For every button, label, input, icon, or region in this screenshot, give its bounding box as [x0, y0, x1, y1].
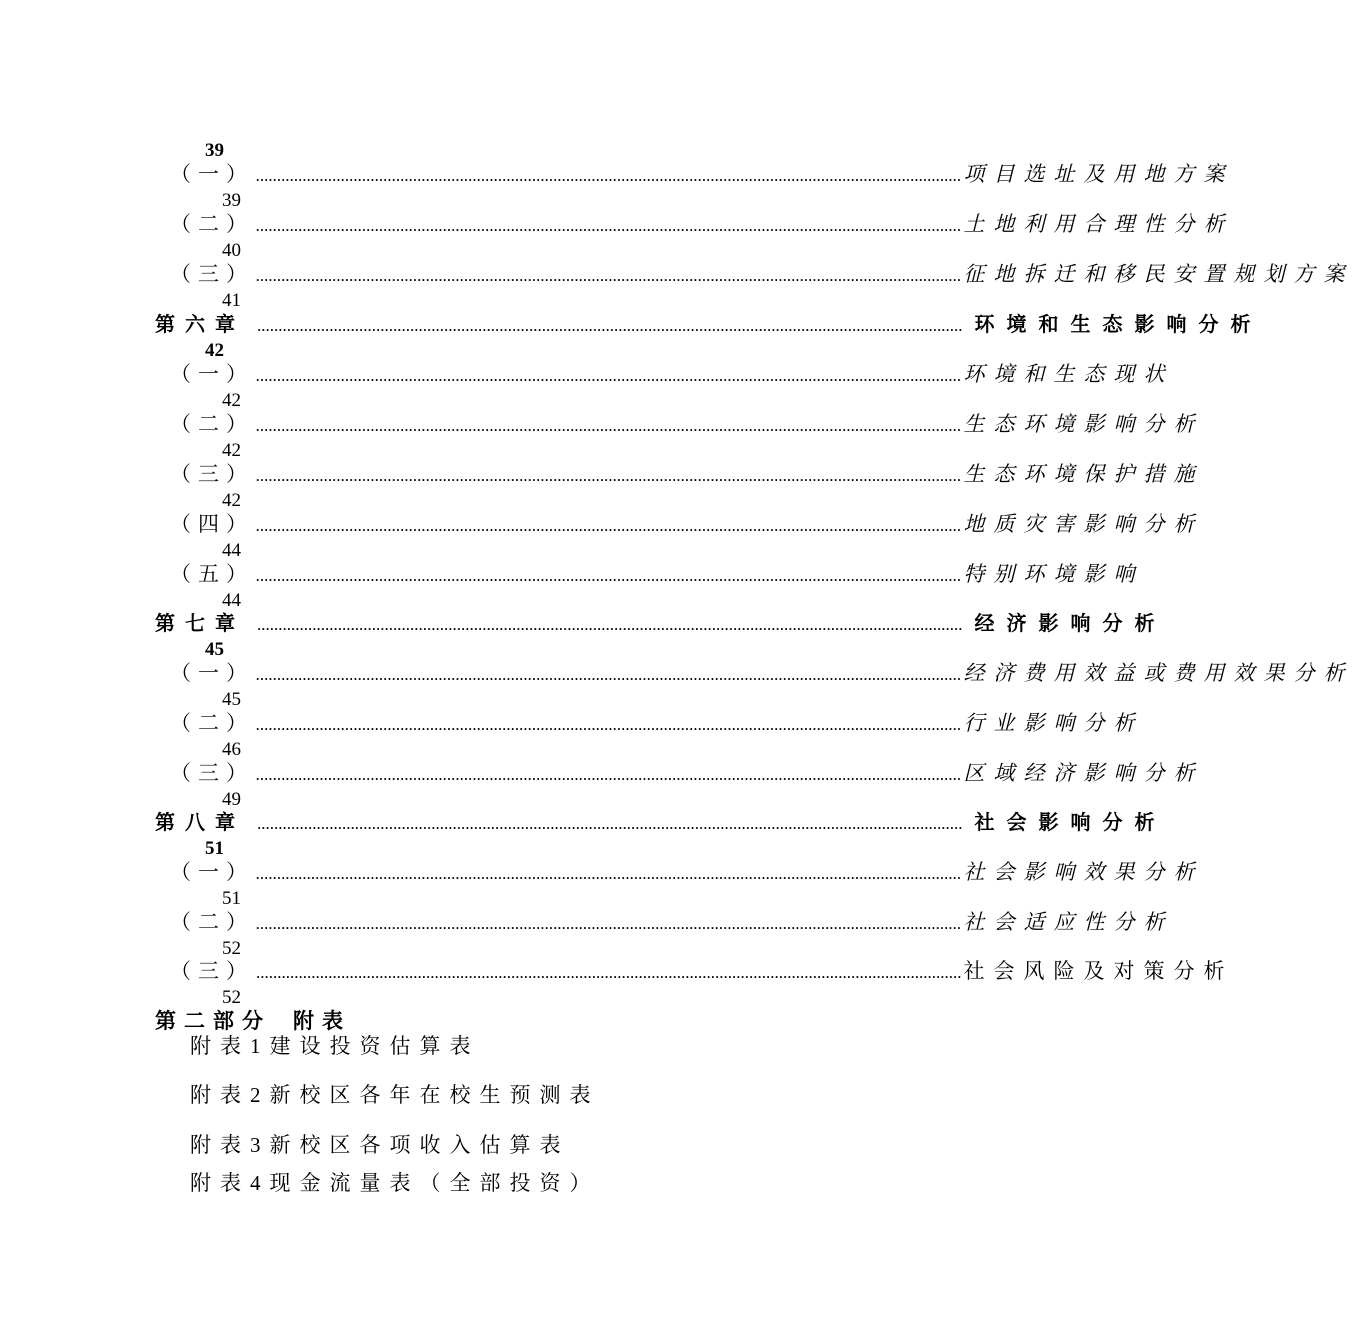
- toc-entry-title: 土地利用合理性分析: [963, 212, 1234, 236]
- toc-entry-number: （三）: [170, 462, 254, 486]
- toc-entry-number: （一）: [170, 661, 254, 685]
- toc-entry-title: 社会风险及对策分析: [963, 959, 1234, 983]
- toc-chapter-number: 第八章: [155, 810, 245, 834]
- toc-entry-section[interactable]: [170, 260, 1354, 288]
- toc-chapter-title: 社会影响分析: [974, 810, 1167, 834]
- toc-entry-title: 征地拆迁和移民安置规划方案: [963, 262, 1354, 286]
- toc-page-number: 44: [222, 540, 241, 561]
- dot-leader: ......................................................................................................................................................................: [257, 615, 963, 634]
- toc-entry-number: （二）: [170, 412, 254, 436]
- toc-entry-title: 行业影响分析: [963, 711, 1144, 735]
- dot-leader: ......................................................................................................................................................................: [256, 864, 962, 883]
- dot-leader: ......................................................................................................................................................................: [257, 814, 963, 833]
- toc-entry-number: （三）: [170, 959, 254, 983]
- toc-entry-number: （二）: [170, 212, 254, 236]
- toc-page-number: 44: [222, 590, 241, 611]
- toc-entry-section[interactable]: [170, 759, 1204, 787]
- toc-entry-title: 社会影响效果分析: [963, 860, 1204, 884]
- toc-entry-section[interactable]: [170, 160, 1234, 188]
- toc-entry-section[interactable]: [170, 410, 1204, 438]
- dot-leader: ......................................................................................................................................................................: [256, 166, 962, 185]
- toc-entry-title: 生态环境影响分析: [963, 412, 1204, 436]
- toc-entry-section[interactable]: [170, 510, 1204, 538]
- part-label: 第二部分: [155, 1009, 271, 1033]
- toc-entry-section[interactable]: [170, 659, 1354, 687]
- dot-leader: ......................................................................................................................................................................: [256, 914, 962, 933]
- appendix-item[interactable]: 附表2新校区各年在校生预测表: [190, 1083, 600, 1107]
- toc-page-number: 45: [205, 639, 224, 660]
- toc-entry-section[interactable]: [170, 560, 1144, 588]
- toc-page-number: 51: [205, 838, 224, 859]
- toc-entry-chapter[interactable]: [155, 310, 1263, 338]
- dot-leader: ......................................................................................................................................................................: [256, 216, 962, 235]
- toc-page-number: 52: [222, 938, 241, 959]
- toc-entry-number: （五）: [170, 562, 254, 586]
- toc-entry-section[interactable]: [170, 460, 1204, 488]
- appendix-item[interactable]: 附表4现金流量表（全部投资）: [190, 1171, 600, 1195]
- dot-leader: ......................................................................................................................................................................: [256, 963, 962, 982]
- toc-entry-title: 经济费用效益或费用效果分析: [963, 661, 1354, 685]
- toc-page-number: 45: [222, 689, 241, 710]
- toc-page-number: 51: [222, 888, 241, 909]
- toc-entry-title: 区域经济影响分析: [963, 761, 1204, 785]
- toc-page-number: 42: [222, 490, 241, 511]
- toc-entry-section[interactable]: [170, 360, 1174, 388]
- toc-entry-number: （四）: [170, 512, 254, 536]
- toc-entry-section[interactable]: [170, 908, 1174, 936]
- dot-leader: ......................................................................................................................................................................: [256, 765, 962, 784]
- dot-leader: ......................................................................................................................................................................: [257, 316, 963, 335]
- dot-leader: ......................................................................................................................................................................: [256, 665, 962, 684]
- toc-entry-title: 地质灾害影响分析: [963, 512, 1204, 536]
- part-title: 附表: [293, 1009, 351, 1033]
- toc-entry-section[interactable]: [170, 858, 1204, 886]
- toc-page-number: 46: [222, 739, 241, 760]
- toc-page-number: 40: [222, 240, 241, 261]
- dot-leader: ......................................................................................................................................................................: [256, 715, 962, 734]
- toc-entry-title: 环境和生态现状: [963, 362, 1174, 386]
- toc-entry-title: 项目选址及用地方案: [963, 162, 1234, 186]
- dot-leader: ......................................................................................................................................................................: [256, 566, 962, 585]
- toc-entry-section[interactable]: [170, 957, 1234, 985]
- toc-entry-number: （一）: [170, 860, 254, 884]
- toc-entry-number: （二）: [170, 910, 254, 934]
- toc-page-number: 39: [205, 140, 224, 161]
- toc-entry-chapter[interactable]: [155, 808, 1167, 836]
- toc-entry-title: 特别环境影响: [963, 562, 1144, 586]
- toc-chapter-number: 第七章: [155, 611, 245, 635]
- toc-entry-section[interactable]: [170, 709, 1144, 737]
- toc-entry-section[interactable]: [170, 210, 1234, 238]
- toc-chapter-number: 第六章: [155, 312, 245, 336]
- toc-page-number: 42: [222, 440, 241, 461]
- appendix-item[interactable]: 附表1建设投资估算表: [190, 1034, 480, 1058]
- toc-page-number: 42: [222, 390, 241, 411]
- dot-leader: ......................................................................................................................................................................: [256, 416, 962, 435]
- toc-entry-number: （一）: [170, 362, 254, 386]
- toc-chapter-title: 环境和生态影响分析: [974, 312, 1263, 336]
- toc-page-number: 41: [222, 290, 241, 311]
- toc-page-number: 49: [222, 789, 241, 810]
- dot-leader: ......................................................................................................................................................................: [256, 466, 962, 485]
- toc-page-number: 52: [222, 987, 241, 1008]
- toc-entry-number: （三）: [170, 262, 254, 286]
- toc-chapter-title: 经济影响分析: [974, 611, 1167, 635]
- toc-entry-chapter[interactable]: [155, 609, 1167, 637]
- part-heading: [155, 1008, 351, 1034]
- toc-page-number: 42: [205, 340, 224, 361]
- toc-entry-number: （一）: [170, 162, 254, 186]
- dot-leader: ......................................................................................................................................................................: [256, 366, 962, 385]
- dot-leader: ......................................................................................................................................................................: [256, 516, 962, 535]
- appendix-item[interactable]: 附表3新校区各项收入估算表: [190, 1133, 570, 1157]
- toc-entry-title: 生态环境保护措施: [963, 462, 1204, 486]
- toc-entry-title: 社会适应性分析: [963, 910, 1174, 934]
- toc-entry-number: （三）: [170, 761, 254, 785]
- toc-page-number: 39: [222, 190, 241, 211]
- toc-entry-number: （二）: [170, 711, 254, 735]
- dot-leader: ......................................................................................................................................................................: [256, 266, 962, 285]
